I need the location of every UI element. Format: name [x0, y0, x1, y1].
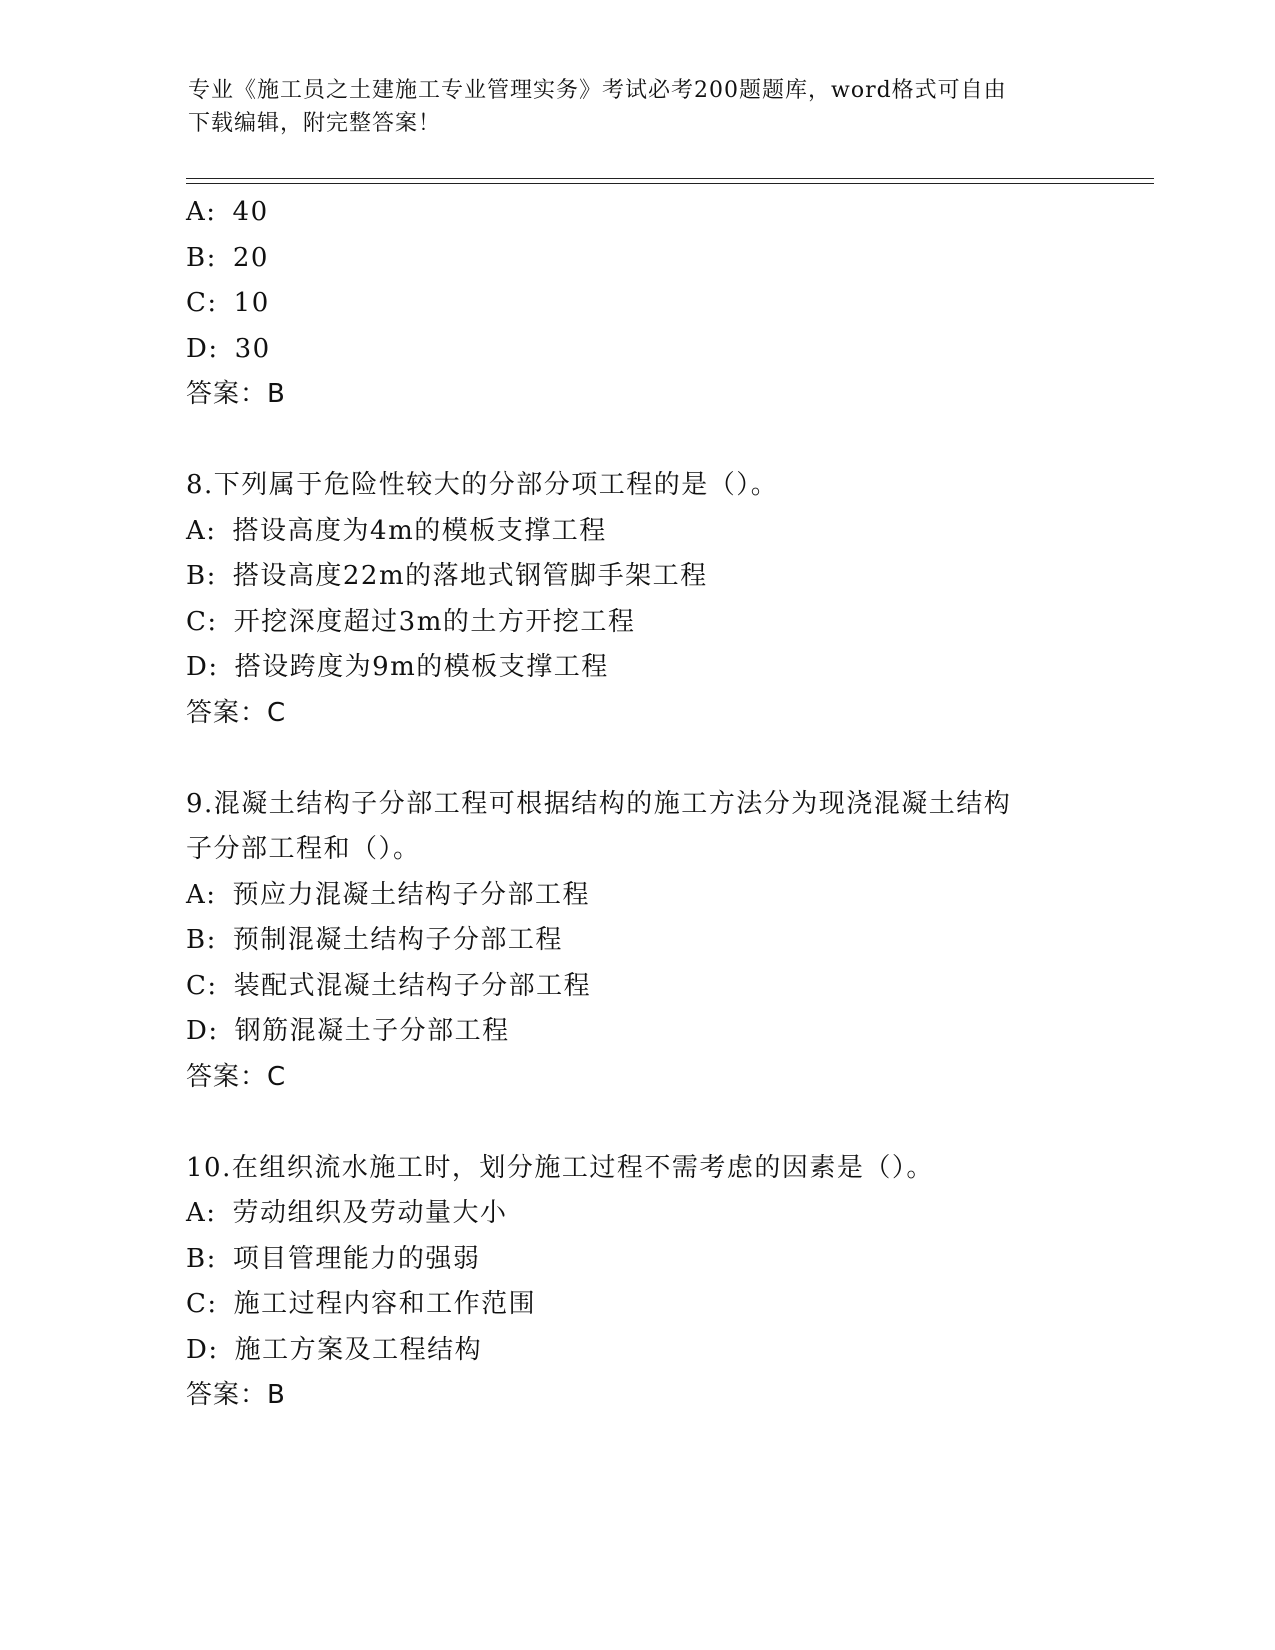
question-spacer	[186, 736, 1146, 782]
question-spacer	[186, 418, 1146, 464]
question-spacer	[186, 1100, 1146, 1146]
question-block	[186, 190, 1146, 418]
option-b: B: 搭设高度22m的落地式钢管脚手架工程	[186, 561, 708, 591]
option-a: A: 劳动组织及劳动量大小	[186, 1198, 508, 1228]
option-b: B: 项目管理能力的强弱	[186, 1243, 481, 1274]
answer-line: 答案：B	[186, 379, 286, 409]
question-list	[186, 190, 1146, 1419]
question-block	[186, 782, 1146, 1101]
option-d: D: 施工方案及工程结构	[186, 1334, 483, 1365]
question-stem: 10.在组织流水施工时，划分施工过程不需考虑的因素是（）。	[186, 1152, 934, 1183]
question-stem: 9.混凝土结构子分部工程可根据结构的施工方法分为现浇混凝土结构	[186, 788, 1012, 819]
document-header	[188, 74, 1088, 140]
option-d: D: 搭设跨度为9m的模板支撑工程	[186, 652, 609, 682]
option-c: C: 装配式混凝土结构子分部工程	[186, 970, 592, 1001]
option-b: B: 20	[186, 242, 269, 273]
question-stem: 8.下列属于危险性较大的分部分项工程的是（）。	[186, 470, 779, 500]
option-b: B: 预制混凝土结构子分部工程	[186, 925, 563, 955]
option-d: D: 30	[186, 333, 271, 364]
answer-line: 答案：C	[186, 697, 287, 728]
option-c: C: 施工过程内容和工作范围	[186, 1289, 537, 1319]
answer-line: 答案：C	[186, 1061, 287, 1092]
option-c: C: 10	[186, 288, 270, 318]
option-a: A: 搭设高度为4m的模板支撑工程	[186, 515, 607, 546]
question-stem-continued: 子分部工程和（）。	[186, 834, 421, 864]
header-divider-bottom	[186, 183, 1154, 184]
question-block	[186, 463, 1146, 736]
option-a: A: 预应力混凝土结构子分部工程	[186, 879, 591, 910]
option-d: D: 钢筋混凝土子分部工程	[186, 1016, 510, 1046]
header-title-line-1: 专业《施工员之土建施工专业管理实务》考试必考200题题库，word格式可自由	[188, 78, 1007, 103]
option-c: C: 开挖深度超过3m的土方开挖工程	[186, 606, 636, 637]
answer-line: 答案：B	[186, 1380, 286, 1410]
header-divider-top	[186, 178, 1154, 179]
option-a: A: 40	[186, 197, 269, 227]
header-title-line-2: 下载编辑，附完整答案！	[188, 111, 442, 136]
question-block	[186, 1146, 1146, 1419]
